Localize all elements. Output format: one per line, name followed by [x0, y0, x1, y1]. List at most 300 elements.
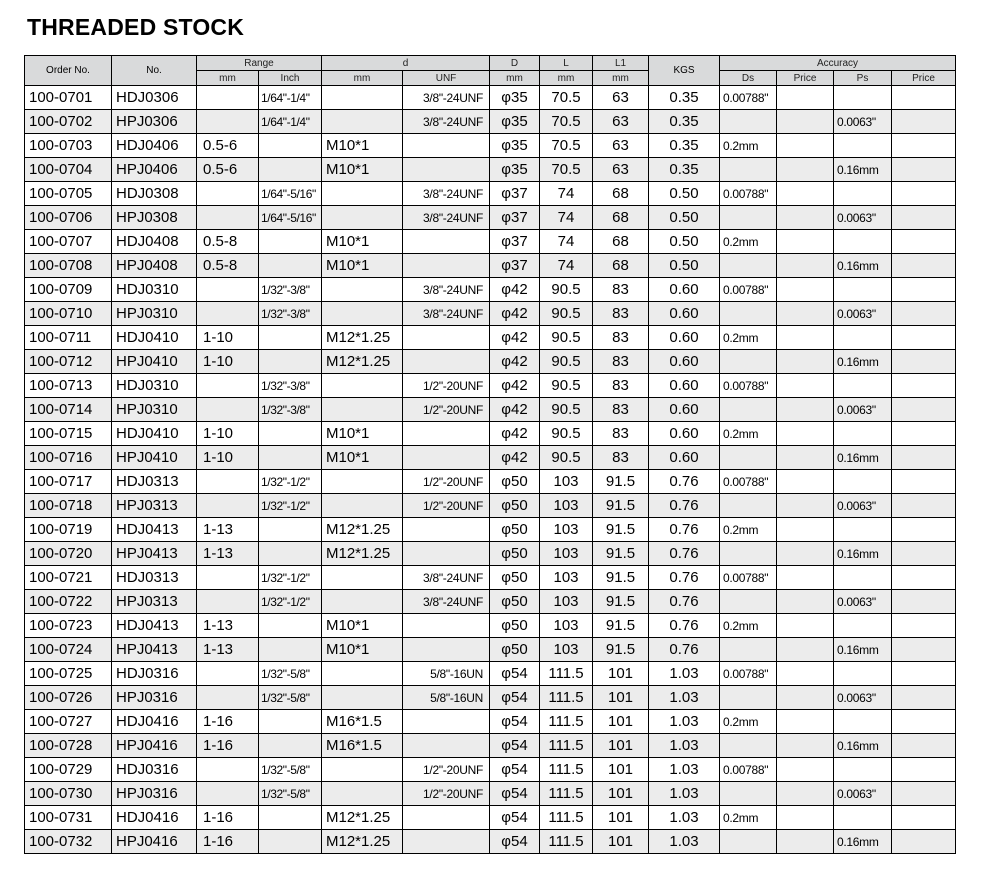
L1-cell: 101 — [593, 782, 649, 806]
no-cell: HDJ0310 — [112, 278, 197, 302]
ds-cell: 0.2mm — [720, 422, 777, 446]
table-row — [25, 398, 956, 422]
range-mm-cell: 1-13 — [197, 518, 259, 542]
no-cell: HDJ0313 — [112, 566, 197, 590]
range-mm-cell: 1-16 — [197, 734, 259, 758]
range-mm-cell — [197, 182, 259, 206]
L-cell: 74 — [540, 182, 593, 206]
ds-cell: 0.00788" — [720, 86, 777, 110]
L1-cell: 91.5 — [593, 614, 649, 638]
range-inch-cell — [259, 734, 322, 758]
kgs-cell: 1.03 — [649, 758, 720, 782]
price-cell — [892, 158, 956, 182]
price-cell — [777, 206, 834, 230]
d-mm-cell: M16*1.5 — [322, 710, 403, 734]
d-mm-cell — [322, 590, 403, 614]
L-cell: 103 — [540, 494, 593, 518]
d-mm-cell — [322, 662, 403, 686]
L-cell: 103 — [540, 566, 593, 590]
ps-cell — [834, 566, 892, 590]
range-inch-cell: 1/32"-3/8" — [259, 374, 322, 398]
ps-cell — [834, 374, 892, 398]
price-cell — [892, 326, 956, 350]
ps-cell — [834, 326, 892, 350]
no-cell: HDJ0410 — [112, 422, 197, 446]
ds-cell: 0.2mm — [720, 710, 777, 734]
range-mm-cell — [197, 782, 259, 806]
L-cell: 74 — [540, 206, 593, 230]
ps-cell: 0.16mm — [834, 350, 892, 374]
ps-cell — [834, 134, 892, 158]
range-mm-cell: 1-10 — [197, 422, 259, 446]
L-cell: 90.5 — [540, 422, 593, 446]
order-no-cell: 100-0716 — [25, 446, 112, 470]
range-mm-cell — [197, 302, 259, 326]
range-inch-cell — [259, 158, 322, 182]
L-cell: 70.5 — [540, 110, 593, 134]
ps-cell — [834, 758, 892, 782]
d-mm-cell — [322, 398, 403, 422]
L1-cell: 63 — [593, 86, 649, 110]
range-inch-cell — [259, 350, 322, 374]
d-mm-cell — [322, 758, 403, 782]
threaded-stock-table — [24, 55, 956, 854]
order-no-cell: 100-0721 — [25, 566, 112, 590]
range-inch-cell — [259, 230, 322, 254]
range-inch-cell — [259, 422, 322, 446]
range-mm-cell: 1-16 — [197, 710, 259, 734]
ds-cell: 0.00788" — [720, 758, 777, 782]
order-no-cell: 100-0720 — [25, 542, 112, 566]
range-mm-cell — [197, 470, 259, 494]
no-cell: HPJ0408 — [112, 254, 197, 278]
range-inch-cell — [259, 542, 322, 566]
order-no-cell: 100-0706 — [25, 206, 112, 230]
d-unf-cell — [403, 422, 490, 446]
price-cell — [777, 110, 834, 134]
D-cell: φ50 — [490, 470, 540, 494]
d-unf-cell — [403, 158, 490, 182]
price-cell — [777, 542, 834, 566]
D-cell: φ54 — [490, 734, 540, 758]
range-mm-cell: 1-10 — [197, 350, 259, 374]
price-cell — [777, 134, 834, 158]
L1-cell: 68 — [593, 230, 649, 254]
price-cell — [892, 638, 956, 662]
order-no-cell: 100-0726 — [25, 686, 112, 710]
no-cell: HDJ0413 — [112, 518, 197, 542]
no-cell: HPJ0413 — [112, 638, 197, 662]
order-no-cell: 100-0701 — [25, 86, 112, 110]
D-cell: φ42 — [490, 302, 540, 326]
range-mm-cell — [197, 110, 259, 134]
table-row — [25, 206, 956, 230]
d-unf-cell — [403, 542, 490, 566]
range-inch-cell: 1/32"-3/8" — [259, 398, 322, 422]
d-unf-cell: 3/8"-24UNF — [403, 110, 490, 134]
ps-cell — [834, 518, 892, 542]
range-inch-cell: 1/64"-1/4" — [259, 86, 322, 110]
price-cell — [777, 710, 834, 734]
D-cell: φ35 — [490, 86, 540, 110]
D-cell: φ37 — [490, 230, 540, 254]
no-cell: HDJ0310 — [112, 374, 197, 398]
range-mm-cell — [197, 86, 259, 110]
range-mm-cell: 0.5-8 — [197, 230, 259, 254]
range-mm-cell — [197, 686, 259, 710]
no-cell: HDJ0406 — [112, 134, 197, 158]
table-row — [25, 86, 956, 110]
L1-cell: 63 — [593, 134, 649, 158]
L-cell: 90.5 — [540, 302, 593, 326]
price-cell — [777, 86, 834, 110]
table-row — [25, 806, 956, 830]
ps-cell — [834, 182, 892, 206]
L-cell: 103 — [540, 518, 593, 542]
d-unf-cell — [403, 806, 490, 830]
order-no-cell: 100-0702 — [25, 110, 112, 134]
D-cell: φ54 — [490, 662, 540, 686]
table-row — [25, 518, 956, 542]
kgs-cell: 0.50 — [649, 230, 720, 254]
order-no-cell: 100-0730 — [25, 782, 112, 806]
header-D-unit: mm — [490, 71, 540, 86]
d-unf-cell — [403, 254, 490, 278]
d-mm-cell: M10*1 — [322, 254, 403, 278]
range-mm-cell: 0.5-6 — [197, 134, 259, 158]
d-unf-cell — [403, 326, 490, 350]
d-mm-cell: M12*1.25 — [322, 830, 403, 854]
d-unf-cell: 3/8"-24UNF — [403, 590, 490, 614]
table-row — [25, 758, 956, 782]
D-cell: φ54 — [490, 758, 540, 782]
order-no-cell: 100-0707 — [25, 230, 112, 254]
range-mm-cell — [197, 566, 259, 590]
ds-cell — [720, 254, 777, 278]
ps-cell: 0.16mm — [834, 542, 892, 566]
header-price-1: Price — [777, 71, 834, 86]
L-cell: 111.5 — [540, 686, 593, 710]
table-row — [25, 134, 956, 158]
header-range-mm: mm — [197, 71, 259, 86]
order-no-cell: 100-0725 — [25, 662, 112, 686]
D-cell: φ42 — [490, 446, 540, 470]
L-cell: 90.5 — [540, 278, 593, 302]
D-cell: φ37 — [490, 254, 540, 278]
order-no-cell: 100-0713 — [25, 374, 112, 398]
d-unf-cell — [403, 614, 490, 638]
range-inch-cell — [259, 638, 322, 662]
range-inch-cell: 1/32"-3/8" — [259, 302, 322, 326]
table-body — [25, 86, 956, 854]
ps-cell — [834, 86, 892, 110]
order-no-cell: 100-0719 — [25, 518, 112, 542]
price-cell — [892, 398, 956, 422]
kgs-cell: 0.35 — [649, 86, 720, 110]
L1-cell: 83 — [593, 398, 649, 422]
L1-cell: 83 — [593, 350, 649, 374]
price-cell — [777, 566, 834, 590]
D-cell: φ42 — [490, 422, 540, 446]
price-cell — [892, 662, 956, 686]
range-mm-cell — [197, 590, 259, 614]
L-cell: 111.5 — [540, 830, 593, 854]
order-no-cell: 100-0714 — [25, 398, 112, 422]
kgs-cell: 0.60 — [649, 398, 720, 422]
ds-cell — [720, 110, 777, 134]
L1-cell: 101 — [593, 686, 649, 710]
d-mm-cell: M12*1.25 — [322, 542, 403, 566]
price-cell — [892, 806, 956, 830]
range-inch-cell — [259, 446, 322, 470]
table-row — [25, 710, 956, 734]
order-no-cell: 100-0718 — [25, 494, 112, 518]
ds-cell — [720, 350, 777, 374]
d-unf-cell: 1/2"-20UNF — [403, 494, 490, 518]
price-cell — [892, 614, 956, 638]
d-mm-cell — [322, 182, 403, 206]
L-cell: 103 — [540, 542, 593, 566]
L1-cell: 68 — [593, 182, 649, 206]
range-inch-cell: 1/32"-5/8" — [259, 758, 322, 782]
no-cell: HDJ0416 — [112, 806, 197, 830]
range-inch-cell: 1/32"-1/2" — [259, 590, 322, 614]
kgs-cell: 1.03 — [649, 734, 720, 758]
price-cell — [777, 350, 834, 374]
kgs-cell: 0.60 — [649, 278, 720, 302]
ps-cell — [834, 278, 892, 302]
table-row — [25, 614, 956, 638]
L1-cell: 91.5 — [593, 494, 649, 518]
range-mm-cell: 1-10 — [197, 446, 259, 470]
order-no-cell: 100-0729 — [25, 758, 112, 782]
d-unf-cell: 3/8"-24UNF — [403, 566, 490, 590]
range-mm-cell: 0.5-6 — [197, 158, 259, 182]
kgs-cell: 0.76 — [649, 590, 720, 614]
price-cell — [777, 494, 834, 518]
L-cell: 90.5 — [540, 374, 593, 398]
price-cell — [777, 638, 834, 662]
table-row — [25, 494, 956, 518]
d-unf-cell: 3/8"-24UNF — [403, 302, 490, 326]
order-no-cell: 100-0709 — [25, 278, 112, 302]
price-cell — [777, 686, 834, 710]
L1-cell: 101 — [593, 830, 649, 854]
D-cell: φ54 — [490, 782, 540, 806]
price-cell — [892, 278, 956, 302]
price-cell — [892, 782, 956, 806]
d-mm-cell — [322, 782, 403, 806]
ds-cell — [720, 686, 777, 710]
d-mm-cell — [322, 566, 403, 590]
kgs-cell: 0.60 — [649, 446, 720, 470]
table-row — [25, 350, 956, 374]
kgs-cell: 1.03 — [649, 782, 720, 806]
header-range-inch: Inch — [259, 71, 322, 86]
L-cell: 90.5 — [540, 398, 593, 422]
range-mm-cell — [197, 374, 259, 398]
ps-cell — [834, 806, 892, 830]
table-row — [25, 686, 956, 710]
L-cell: 111.5 — [540, 734, 593, 758]
range-inch-cell: 1/32"-1/2" — [259, 494, 322, 518]
order-no-cell: 100-0704 — [25, 158, 112, 182]
no-cell: HPJ0310 — [112, 302, 197, 326]
ps-cell: 0.16mm — [834, 830, 892, 854]
kgs-cell: 0.76 — [649, 518, 720, 542]
range-mm-cell — [197, 206, 259, 230]
price-cell — [892, 518, 956, 542]
d-mm-cell — [322, 374, 403, 398]
table-row — [25, 470, 956, 494]
header-L1-unit: mm — [593, 71, 649, 86]
price-cell — [777, 278, 834, 302]
order-no-cell: 100-0732 — [25, 830, 112, 854]
table-row — [25, 374, 956, 398]
kgs-cell: 0.50 — [649, 182, 720, 206]
order-no-cell: 100-0722 — [25, 590, 112, 614]
table-row — [25, 302, 956, 326]
range-mm-cell: 1-16 — [197, 830, 259, 854]
L1-cell: 91.5 — [593, 518, 649, 542]
header-price-2: Price — [892, 71, 956, 86]
d-mm-cell — [322, 302, 403, 326]
d-unf-cell — [403, 350, 490, 374]
range-mm-cell — [197, 662, 259, 686]
d-unf-cell: 3/8"-24UNF — [403, 182, 490, 206]
ps-cell — [834, 470, 892, 494]
table-row — [25, 542, 956, 566]
order-no-cell: 100-0727 — [25, 710, 112, 734]
price-cell — [892, 350, 956, 374]
kgs-cell: 0.60 — [649, 302, 720, 326]
price-cell — [892, 374, 956, 398]
L-cell: 103 — [540, 590, 593, 614]
no-cell: HPJ0316 — [112, 686, 197, 710]
price-cell — [777, 830, 834, 854]
order-no-cell: 100-0705 — [25, 182, 112, 206]
kgs-cell: 1.03 — [649, 686, 720, 710]
range-inch-cell — [259, 518, 322, 542]
ps-cell — [834, 662, 892, 686]
ds-cell: 0.00788" — [720, 662, 777, 686]
D-cell: φ42 — [490, 398, 540, 422]
range-inch-cell — [259, 134, 322, 158]
no-cell: HDJ0416 — [112, 710, 197, 734]
d-unf-cell — [403, 230, 490, 254]
kgs-cell: 0.60 — [649, 374, 720, 398]
no-cell: HDJ0413 — [112, 614, 197, 638]
d-mm-cell — [322, 686, 403, 710]
ps-cell: 0.0063" — [834, 590, 892, 614]
no-cell: HPJ0316 — [112, 782, 197, 806]
no-cell: HPJ0416 — [112, 830, 197, 854]
no-cell: HDJ0308 — [112, 182, 197, 206]
ds-cell: 0.2mm — [720, 326, 777, 350]
L-cell: 111.5 — [540, 662, 593, 686]
price-cell — [892, 206, 956, 230]
header-order-no: Order No. — [25, 56, 112, 86]
order-no-cell: 100-0723 — [25, 614, 112, 638]
range-mm-cell — [197, 398, 259, 422]
price-cell — [892, 542, 956, 566]
price-cell — [777, 326, 834, 350]
D-cell: φ50 — [490, 518, 540, 542]
d-unf-cell: 1/2"-20UNF — [403, 374, 490, 398]
L1-cell: 68 — [593, 206, 649, 230]
header-range: Range — [197, 56, 322, 71]
L-cell: 74 — [540, 230, 593, 254]
L-cell: 90.5 — [540, 446, 593, 470]
L-cell: 111.5 — [540, 710, 593, 734]
price-cell — [777, 782, 834, 806]
ps-cell — [834, 710, 892, 734]
d-mm-cell: M10*1 — [322, 614, 403, 638]
order-no-cell: 100-0712 — [25, 350, 112, 374]
range-inch-cell: 1/32"-1/2" — [259, 566, 322, 590]
price-cell — [892, 446, 956, 470]
kgs-cell: 0.35 — [649, 110, 720, 134]
d-unf-cell — [403, 830, 490, 854]
table-row — [25, 278, 956, 302]
ps-cell: 0.16mm — [834, 158, 892, 182]
L-cell: 103 — [540, 470, 593, 494]
D-cell: φ50 — [490, 542, 540, 566]
L1-cell: 83 — [593, 374, 649, 398]
ds-cell: 0.00788" — [720, 278, 777, 302]
L-cell: 74 — [540, 254, 593, 278]
no-cell: HPJ0406 — [112, 158, 197, 182]
kgs-cell: 0.76 — [649, 494, 720, 518]
kgs-cell: 0.35 — [649, 134, 720, 158]
d-mm-cell: M12*1.25 — [322, 518, 403, 542]
price-cell — [777, 422, 834, 446]
L1-cell: 83 — [593, 302, 649, 326]
no-cell: HPJ0306 — [112, 110, 197, 134]
L1-cell: 101 — [593, 734, 649, 758]
kgs-cell: 0.76 — [649, 470, 720, 494]
L-cell: 70.5 — [540, 86, 593, 110]
table-row — [25, 326, 956, 350]
D-cell: φ42 — [490, 350, 540, 374]
d-mm-cell: M10*1 — [322, 422, 403, 446]
price-cell — [777, 446, 834, 470]
d-unf-cell: 1/2"-20UNF — [403, 758, 490, 782]
ps-cell: 0.0063" — [834, 686, 892, 710]
L1-cell: 83 — [593, 278, 649, 302]
price-cell — [892, 110, 956, 134]
price-cell — [777, 806, 834, 830]
L-cell: 111.5 — [540, 758, 593, 782]
price-cell — [892, 422, 956, 446]
ds-cell — [720, 830, 777, 854]
ps-cell: 0.0063" — [834, 398, 892, 422]
L1-cell: 91.5 — [593, 542, 649, 566]
price-cell — [777, 614, 834, 638]
d-mm-cell: M16*1.5 — [322, 734, 403, 758]
d-mm-cell: M12*1.25 — [322, 326, 403, 350]
D-cell: φ50 — [490, 566, 540, 590]
D-cell: φ35 — [490, 158, 540, 182]
price-cell — [892, 710, 956, 734]
table-row — [25, 638, 956, 662]
range-inch-cell — [259, 710, 322, 734]
D-cell: φ54 — [490, 830, 540, 854]
range-mm-cell — [197, 278, 259, 302]
d-mm-cell — [322, 86, 403, 110]
no-cell: HDJ0316 — [112, 758, 197, 782]
ds-cell: 0.2mm — [720, 134, 777, 158]
